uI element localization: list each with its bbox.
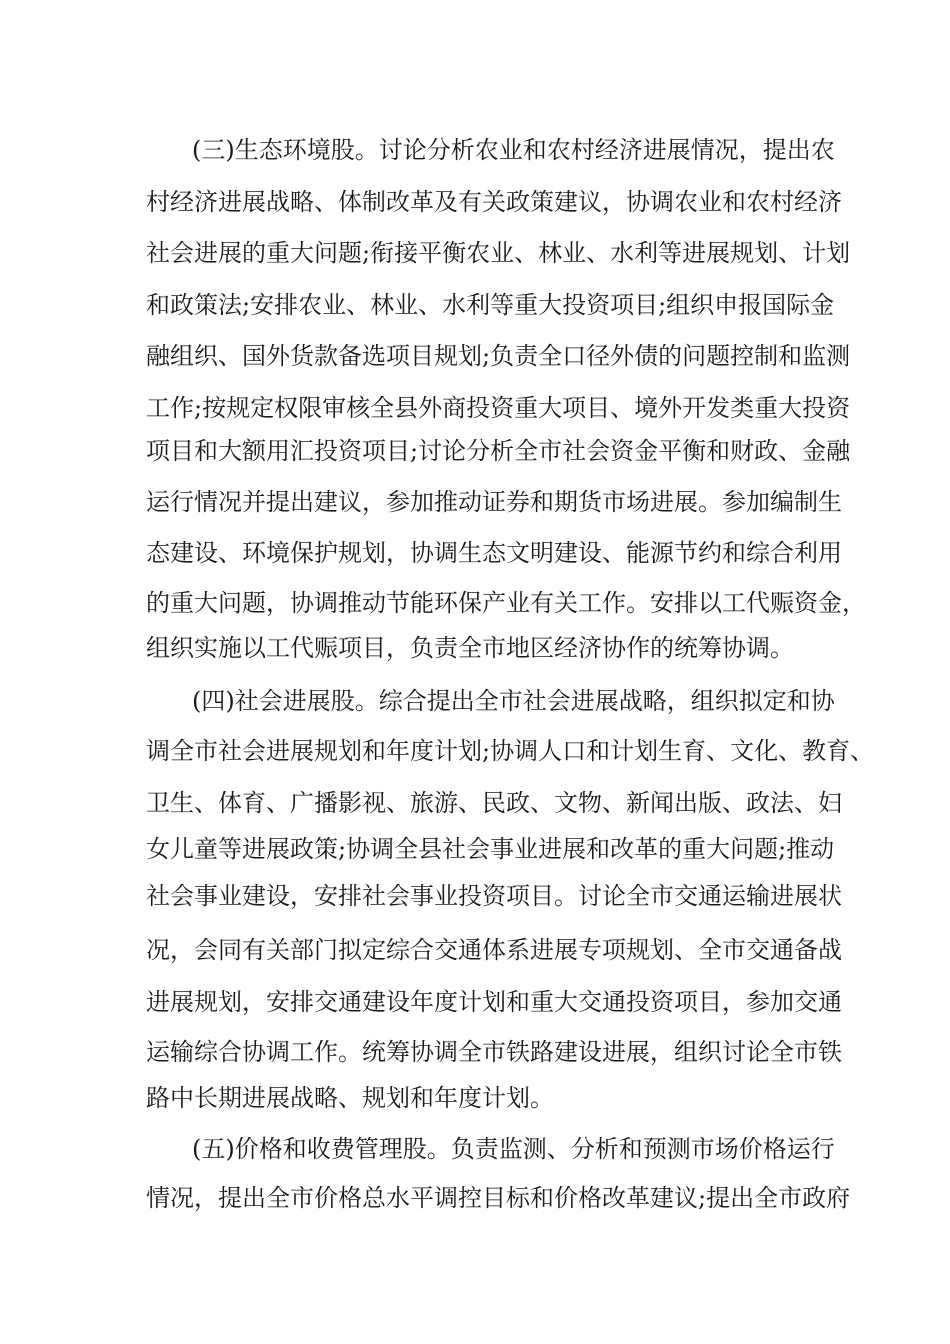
text-line-19: 运输综合协调工作。统筹协调全市铁路建设进展，组织讨论全市铁 bbox=[146, 1038, 842, 1066]
text-line-17: 况，会同有关部门拟定综合交通体系进展专项规划、全市交通备战 bbox=[146, 936, 842, 964]
text-line-1: (三)生态环境股。讨论分析农业和农村经济进展情况，提出农 bbox=[192, 136, 835, 164]
text-line-4: 和政策法;安排农业、林业、水利等重大投资项目;组织申报国际金 bbox=[146, 291, 835, 319]
text-line-8: 运行情况并提出建议，参加推动证券和期货市场进展。参加编制生 bbox=[146, 488, 842, 516]
text-line-11: 组织实施以工代赈项目，负责全市地区经济协作的统筹协调。 bbox=[146, 634, 794, 662]
text-line-18: 进展规划，安排交通建设年度计划和重大交通投资项目，参加交通 bbox=[146, 988, 842, 1016]
text-line-16: 社会事业建设，安排社会事业投资项目。讨论全市交通运输进展状 bbox=[146, 882, 842, 910]
text-line-15: 女儿童等进展政策;协调全县社会事业进展和改革的重大问题;推动 bbox=[146, 835, 835, 863]
text-line-5: 融组织、国外货款备选项目规划;负责全口径外债的问题控制和监测 bbox=[146, 342, 851, 370]
text-line-22: 情况，提出全市价格总水平调控目标和价格改革建议;提出全市政府 bbox=[146, 1184, 851, 1212]
text-line-3: 社会进展的重大问题;衔接平衡农业、林业、水利等进展规划、计划 bbox=[146, 239, 851, 267]
text-line-13: 调全市社会进展规划和年度计划;协调人口和计划生育、文化、教育、 bbox=[146, 737, 875, 765]
text-line-9: 态建设、环境保护规划，协调生态文明建设、能源节约和综合利用 bbox=[146, 539, 842, 567]
text-line-7: 项目和大额用汇投资项目;讨论分析全市社会资金平衡和财政、金融 bbox=[146, 437, 851, 465]
text-line-12: (四)社会进展股。综合提出全市社会进展战略，组织拟定和协 bbox=[192, 687, 835, 715]
text-line-2: 村经济进展战略、体制改革及有关政策建议，协调农业和农村经济 bbox=[146, 188, 842, 216]
text-line-21: (五)价格和收费管理股。负责监测、分析和预测市场价格运行 bbox=[192, 1135, 835, 1163]
text-line-14: 卫生、体育、广播影视、旅游、民政、文物、新闻出版、政法、妇 bbox=[146, 789, 842, 817]
text-line-20: 路中长期进展战略、规划和年度计划。 bbox=[146, 1084, 554, 1112]
text-line-10: 的重大问题，协调推动节能环保产业有关工作。安排以工代赈资金， bbox=[146, 589, 866, 617]
text-line-6: 工作;按规定权限审核全县外商投资重大项目、境外开发类重大投资 bbox=[146, 394, 851, 422]
